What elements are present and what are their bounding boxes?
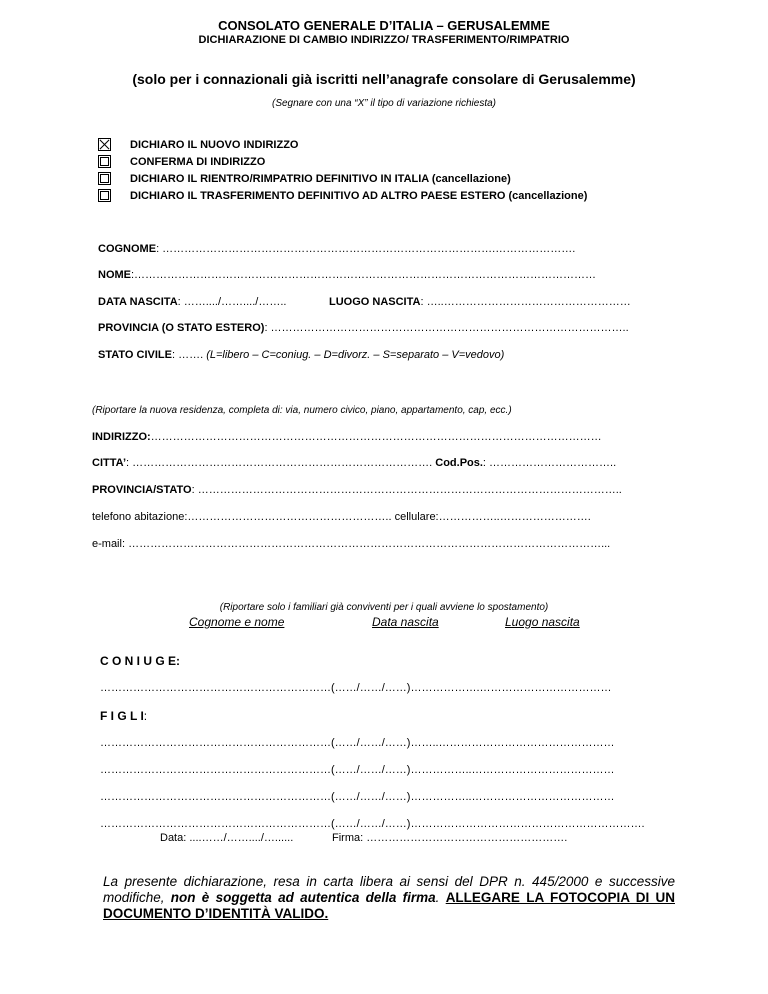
data-nascita-label: DATA NASCITA: [98, 296, 178, 308]
figli-colon: :: [143, 709, 148, 723]
figli-heading: [100, 709, 147, 723]
nome-field[interactable]: [98, 269, 596, 281]
stato-civile-dots: : …….: [171, 349, 204, 361]
stato-civile-legend: (L=libero – C=coniug. – D=divorz. – S=separato – V=vedovo): [206, 349, 505, 361]
family-note: (Riportare solo i familiari già conviventi per i quali avviene lo spostamento): [219, 602, 549, 613]
provincia-stato-field[interactable]: [92, 484, 622, 496]
data-field[interactable]: Data: ....……/……..../…......: [160, 832, 294, 844]
citta-field[interactable]: [92, 457, 616, 469]
column-header-place: Luogo nascita: [505, 615, 580, 629]
provincia-field[interactable]: [98, 322, 629, 334]
instruction-note: (Segnare con una “X” il tipo di variazione richiesta): [272, 98, 496, 109]
cognome-dots: : ……………………………………………………………………………….………………….: [156, 243, 576, 255]
footer-no-autentica: non è soggetta ad autentica della firma: [164, 890, 436, 905]
figli-label: F I G L I: [100, 709, 144, 723]
figlio-row-1[interactable]: ………………………………………………………(……/……/……)……..…………………………………………: [100, 737, 615, 749]
cellulare-label: cellulare:: [394, 511, 439, 523]
provincia-dots: : ……………………………………………………………………………………..: [264, 322, 629, 334]
stato-civile-field[interactable]: [98, 349, 504, 361]
document-subtitle: DICHIARAZIONE DI CAMBIO INDIRIZZO/ TRASFERIMENTO/RIMPATRIO: [198, 34, 570, 46]
footer-sep: .: [435, 890, 446, 905]
indirizzo-dots: ……………………………………………………………………………………………………………: [150, 431, 602, 443]
option-label: CONFERMA DI INDIRIZZO: [130, 156, 266, 168]
cap-label: Cod.Pos.: [435, 457, 483, 469]
footer-allegare: ALLEGARE LA FOTOCOPIA DI UN DOCUMENTO D’IDENTITÀ VALIDO.: [103, 890, 675, 921]
checkbox-conferma-indirizzo[interactable]: [98, 155, 111, 168]
checkbox-rimpatrio[interactable]: [98, 172, 111, 185]
cellulare-dots: ……………..…………………….: [438, 511, 591, 523]
email-field[interactable]: [92, 538, 610, 550]
luogo-nascita-label: LUOGO NASCITA: [329, 296, 421, 308]
cap-dots: : ……………………………..: [482, 457, 617, 469]
provincia-stato-label: PROVINCIA/STATO: [92, 484, 192, 496]
coniuge-label: C O N I U G E:: [100, 654, 181, 668]
telefono-label: telefono abitazione:: [92, 511, 188, 523]
email-dots: …………………………………………………………………………………………………………………...: [128, 538, 611, 550]
document-title: CONSOLATO GENERALE D’ITALIA – GERUSALEMME: [218, 18, 550, 33]
indirizzo-label: INDIRIZZO:: [92, 431, 151, 443]
nome-label: NOME: [98, 269, 131, 281]
firma-field[interactable]: Firma: ……………………………………………….: [332, 832, 568, 844]
telefono-field[interactable]: [92, 511, 591, 523]
data-nascita-dots: : ……..../……..../……..: [177, 296, 287, 308]
option-label: DICHIARO IL RIENTRO/RIMPATRIO DEFINITIVO IN ITALIA (cancellazione): [130, 173, 511, 185]
figlio-row-4[interactable]: ………………………………………………………(……/……/……)……………………………………………………….: [100, 818, 645, 830]
luogo-nascita-field[interactable]: [329, 296, 631, 308]
checkbox-trasferimento-estero[interactable]: [98, 189, 111, 202]
cognome-label: COGNOME: [98, 243, 157, 255]
citta-label: CITTA’: [92, 457, 127, 469]
column-header-name: Cognome e nome: [189, 615, 285, 629]
telefono-dots: ………………………………………………..: [187, 511, 395, 523]
scope-note: (solo per i connazionali già iscritti nell’anagrafe consolare di Gerusalemme): [132, 71, 636, 87]
nome-dots: :………………………………………………………………………………………………………………: [131, 269, 597, 281]
cognome-field[interactable]: [98, 243, 575, 255]
option-label: DICHIARO IL NUOVO INDIRIZZO: [130, 139, 299, 151]
stato-civile-label: STATO CIVILE: [98, 349, 172, 361]
footer-declaration: [103, 874, 675, 922]
citta-dots: : ……………………………………………………………………….: [126, 457, 433, 469]
figlio-row-3[interactable]: ………………………………………………………(……/……/……)……………..…………………………………: [100, 791, 615, 803]
indirizzo-field[interactable]: [92, 431, 602, 443]
residence-note: (Riportare la nuova residenza, completa di: via, numero civico, piano, appartamento, cap, ecc.): [92, 405, 512, 416]
email-label: e-mail:: [92, 538, 129, 550]
coniuge-row[interactable]: ………………………………………………………(……/……/……)……………….………………………………: [100, 682, 612, 694]
footer-text: La presente dichiarazione, resa in carta libera ai sensi del DPR n. 445/2000 e successive modifiche,: [103, 874, 675, 905]
provincia-stato-dots: : ……………………………………………………………………………………………………..: [191, 484, 622, 496]
figlio-row-2[interactable]: ………………………………………………………(……/……/……)……………..…………………………………: [100, 764, 615, 776]
data-nascita-field[interactable]: [98, 296, 286, 308]
option-label: DICHIARO IL TRASFERIMENTO DEFINITIVO AD ALTRO PAESE ESTERO (cancellazione): [130, 190, 588, 202]
checkbox-nuovo-indirizzo[interactable]: [98, 138, 111, 151]
provincia-label: PROVINCIA (O STATO ESTERO): [98, 322, 265, 334]
luogo-nascita-dots: : …..……………………………………………: [420, 296, 631, 308]
column-header-date: Data nascita: [372, 615, 439, 629]
